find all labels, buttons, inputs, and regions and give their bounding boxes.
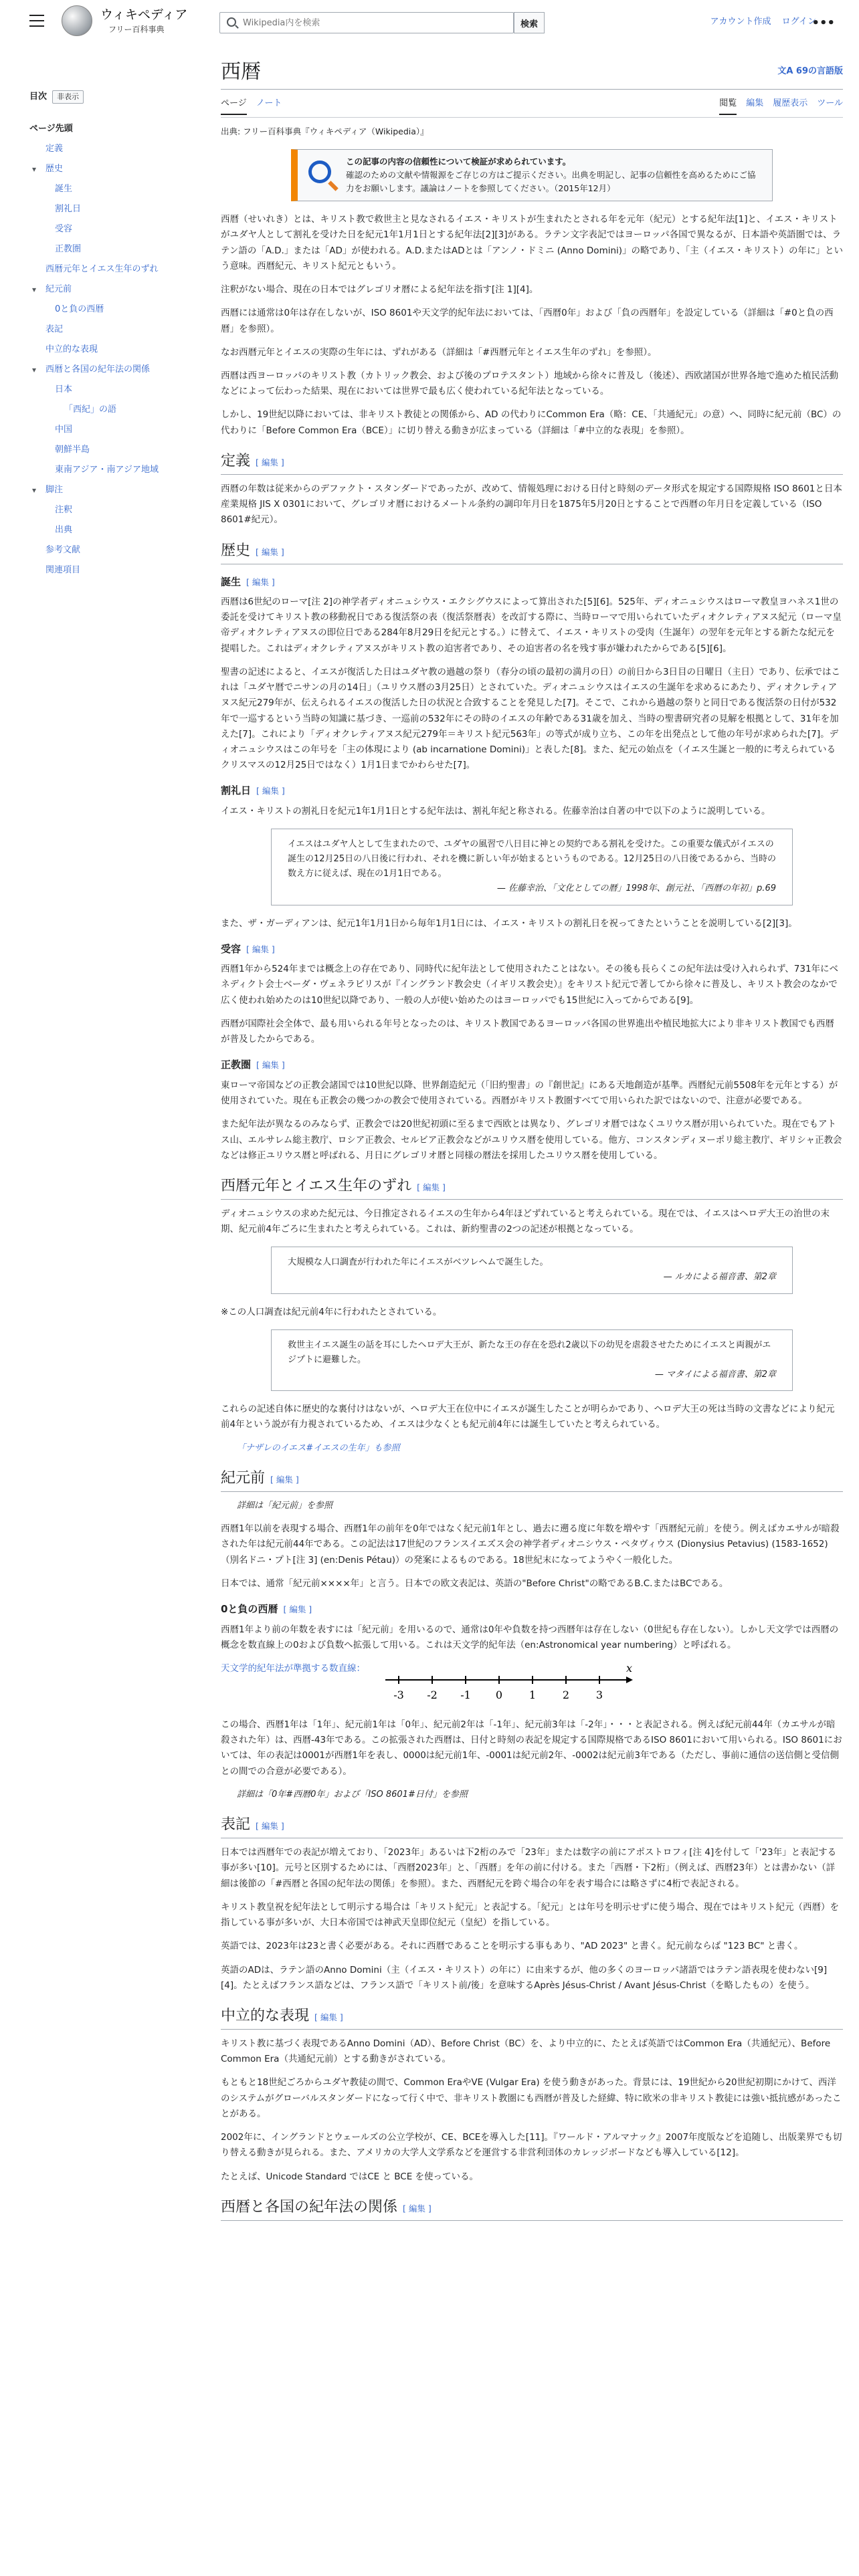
paragraph: たとえば、Unicode Standard ではCE と BCE を使っている。: [221, 2171, 479, 2182]
paragraph: もともと18世紀ごろからユダヤ教徒の間で、Common EraやVE (Vulgar Era) を使う動きがあった。背景には、19世紀から20世紀初期にかけて、西洋のシステムがグローバルスタンダードになって行く中で、非キリスト教圏にも西暦が普及した経緯、特に欧米の非キリスト教徒には強い抵抗感があったことがある。: [221, 2077, 842, 2119]
number-line-figure: [221, 1661, 843, 1708]
blockquote: [271, 829, 793, 905]
page-title: 西暦: [221, 59, 843, 90]
tick-label: 2: [562, 1689, 570, 1702]
search-button[interactable]: 検索: [514, 12, 545, 33]
toc-item[interactable]: 割礼日: [55, 204, 82, 215]
toc-item[interactable]: 日本: [55, 385, 73, 395]
paragraph: 西暦の年数は従来からのデファクト・スタンダードであったが、改めて、情報処理における日付と時刻のデータ形式を規定する国際規格 ISO 8601と日本産業規格 JIS X 0301において、グレゴリオ暦におけるメートル条約の調印年月日を1875年5月20日とすることで西暦の年月日を定義している（ISO 8601#紀元）。: [221, 483, 842, 526]
toc-item[interactable]: 表記: [45, 324, 64, 335]
tab-read[interactable]: 閲覧: [719, 98, 737, 115]
create-account-link[interactable]: アカウント作成: [710, 17, 771, 27]
number-line-diagram: [379, 1661, 633, 1708]
toc-item[interactable]: 受容: [55, 224, 73, 235]
tab-edit[interactable]: 編集: [746, 98, 764, 108]
blockquote: [271, 1329, 793, 1391]
search-input[interactable]: [243, 15, 444, 30]
paragraph: キリスト教に基づく表現であるAnno Domini（AD）、Before Christ（BC）を、より中立的に、たとえば英語ではCommon Era（共通紀元）、Before Common Era（共通紀元前）とする動きがされている。: [221, 2038, 831, 2065]
hatnote: 詳細は「0年#西暦0年」および「ISO 8601#日付」を参照: [237, 1789, 468, 1800]
paragraph: 西暦1年以前を表現する場合、西暦1年の前年を0年ではなく紀元前1年とし、過去に遡る度に年数を増やす「西暦紀元前」を使う。例えばカエサルが暗殺された年は紀元前44年である。この記法は17世紀のフランスイエズス会の神学者ディオニシウス・ペタヴィウス (Dionysius Petavius) (1583-1652)（別名ドニ・プト[注 3] (en:Denis Pétau)）の発案によるものである。18世紀末になってようやく一般化した。: [221, 1523, 840, 1566]
paragraph: しかし、19世紀以降においては、非キリスト教徒との関係から、AD の代わりにCommon Era（略：CE、「共通紀元」の意）へ、同時に紀元前（BC）の代わりに「Before Common Era（BCE）」に切り替える動きが広まっている（詳細は「#中立的な表現」を参照）。: [221, 409, 842, 436]
number-line-label: 天文学的紀年法が準拠する数直線：: [221, 1663, 365, 1675]
paragraph: 英語のADは、ラテン語のAnno Domini（主（イエス・キリスト）の年に）に由来するが、他の多くのヨーロッパ諸語ではラテン語表現を使わない[9][4]。たとえばフランス語などは、フランス語で「キリスト前/後」を意味するAprès Jésus-Christ / Avant Jésus-Christ（を略したもの）を使う。: [221, 1964, 828, 1991]
paragraph: 英語では、2023年は23と書く必要がある。それに西暦であることを明示する事もあり、"AD 2023" と書く。紀元前ならば "123 BC" と書く。: [221, 1941, 803, 1952]
toc-item[interactable]: ▾ 脚注: [29, 480, 197, 500]
toc-item[interactable]: 中立的な表現: [45, 344, 98, 355]
toc-item[interactable]: ページ先頭: [29, 124, 73, 134]
see-also-note[interactable]: 「ナザレのイエス#イエスの生年」も参照: [237, 1442, 400, 1453]
user-links: [702, 15, 816, 29]
paragraph: 西暦1年から524年までは概念上の存在であり、同時代に紀年法として使用されたことはない。その後も長らくこの紀年法は受け入れられず、731年にベネディクト会士ベーダ・ヴェネラビリスが『イングランド教会史（イギリス教会史）』をキリスト紀元で著してから徐々に普及し、キリスト教会のなかで広く使われ始めたのは10世紀以降であり、一般の人が使い始めたのはヨーロッパでも15世紀に入ってからである[9]。: [221, 964, 839, 1006]
source-line: 出典: フリー百科事典『ウィキペディア（Wikipedia）』: [221, 126, 429, 136]
edit-link[interactable]: [ 編集 ]: [256, 457, 284, 467]
edit-link[interactable]: [ 編集 ]: [246, 576, 275, 587]
paragraph: キリスト教皇祝を紀年法として明示する場合は「キリスト紀元」と表記する。「紀元」とは年号を明示せずに使う場合、現在ではキリスト紀元（西暦）を指している事が多いが、大日本帝国では神武天皇即位紀元（皇紀）を指している。: [221, 1901, 839, 1929]
article: [221, 59, 843, 2228]
paragraph: ※この人口調査は紀元前4年に行われたとされている。: [221, 1306, 442, 1317]
logo-title[interactable]: ウィキペディア: [100, 7, 188, 22]
notice-box: [291, 149, 773, 201]
edit-link[interactable]: [ 編集 ]: [283, 1604, 312, 1615]
tick-label: -3: [393, 1689, 404, 1702]
notice-title: この記事の内容の信頼性について検証が求められています。: [346, 156, 571, 167]
notice-body: 確認のための文献や情報源をご存じの方はご提示ください。出典を明記し、記事の信頼性を高めるためにご協力をお願いします。議論はノートを参照してください。（2015年12月）: [346, 170, 756, 194]
toc-item[interactable]: 中国: [55, 425, 73, 435]
quote-source: — マタイによる福音書、第2章: [654, 1369, 776, 1380]
more-options-icon[interactable]: •••: [812, 16, 835, 30]
heading-notation: 表記 [ 編集 ]: [221, 1814, 843, 1838]
edit-link[interactable]: [ 編集 ]: [256, 1821, 284, 1832]
tab-history[interactable]: 履歴表示: [773, 98, 808, 108]
quote-text: 救世主イエス誕生の話を耳にしたヘロデ大王が、新たな王の存在を恐れ2歳以下の幼児を虐殺させたためにイエスと両親がエジプトに避難した。: [288, 1339, 771, 1365]
svg-text:x: x: [626, 1662, 633, 1675]
toc-hide-button[interactable]: 非表示: [52, 90, 84, 104]
paragraph: 2002年に、イングランドとウェールズの公立学校が、CE、BCEを導入した[11]。『ワールド・アルマナック』2007年度版などを追随し、出版業界でも切り替える動きが見られる。また、アメリカの大学人文学系などを運営する非営利団体のカレッジボードなども導入している[12]。: [221, 2132, 842, 2159]
table-of-contents: [29, 90, 197, 580]
search-icon: [227, 17, 236, 27]
heading-definition: 定義 [ 編集 ]: [221, 451, 843, 475]
language-selector[interactable]: 文A 69の言語版: [777, 66, 843, 76]
quote-source: — 佐藤幸治、「文化としての暦」1998年、創元社、「西暦の年初」p.69: [496, 883, 776, 894]
edit-link[interactable]: [ 編集 ]: [417, 1182, 446, 1192]
edit-link[interactable]: [ 編集 ]: [256, 546, 284, 557]
edit-link[interactable]: [ 編集 ]: [246, 944, 275, 954]
heading-bc: 紀元前 [ 編集 ]: [221, 1468, 843, 1492]
heading-orthodox: 正教圏 [ 編集 ]: [221, 1059, 285, 1071]
toc-item[interactable]: 注釈: [55, 505, 73, 516]
quote-source: — ルカによる福音書、第2章: [663, 1272, 776, 1283]
heading-relations: 西暦と各国の紀年法の関係 [ 編集 ]: [221, 2197, 843, 2221]
paragraph: 聖書の記述によると、イエスが復活した日はユダヤ教の過越の祭り（春分の頃の最初の満月の日）の前日から3日目の日曜日（主日）であり、伝承ではこれは「ユダヤ暦でニサンの月の14日」（ユリウス暦の3月25日）とされていた。ディオニュシウスはイエスの生誕年を求めるにあたり、ディオクレティアヌス紀元279年が、伝えられるイエスの復活した日の状況と合致することを発見した[7]。そこで、これから過越の祭りと同日である復活祭の日付が532年で一巡するという当時の知識に基づき、一巡前の532年にその時のイエスの年齢である31歳を加え、当時の聖書研究者の見解を根拠として、31年を加えた[7]。これにより「ディオクレティアヌス紀元279年＝キリスト紀元563年」の等式が成り立ち、この年を出発点として他の年号が求められた[7]。ディオニュシウスはこの年号を「主の体現により (ab incarnatione Domini)」と表した[8]。また、紀元の始点を（イエス生誕と一般的に考えられているクリスマスの12月25日ではなく）1月1日までかわらせた[7]。: [221, 666, 841, 771]
magnifier-icon: [308, 160, 331, 183]
toc-item[interactable]: ▾ 西暦と各国の紀年法の関係: [29, 360, 197, 380]
toc-item[interactable]: 誕生: [55, 184, 73, 195]
tab-tools[interactable]: ツール: [817, 98, 843, 108]
heading-birth: 誕生 [ 編集 ]: [221, 575, 275, 588]
blockquote: [271, 1247, 793, 1293]
hatnote: 詳細は「紀元前」を参照: [237, 1500, 333, 1511]
paragraph: また、ザ・ガーディアンは、紀元1年1月1日から毎年1月1日には、イエス・キリストの割礼日を祝ってきたということを説明している[2][3]。: [221, 918, 797, 929]
toc-item[interactable]: 「西紀」の語: [64, 405, 117, 415]
edit-link[interactable]: [ 編集 ]: [314, 2012, 343, 2023]
paragraph: なお西暦元年とイエスの実際の生年には、ずれがある（詳細は「#西暦元年とイエス生年のずれ」を参照）。: [221, 346, 657, 358]
search-box: [219, 12, 514, 33]
paragraph: 西暦は西ヨーロッパのキリスト教（カトリック教会、および後のプロテスタント）地域から徐々に普及し（後述）、西欧諸国が世界各地で進めた植民活動などによって伝わった結果、現在においては世界で最も広く使われている紀年法となっている。: [221, 370, 839, 397]
tab-talk[interactable]: ノート: [256, 98, 282, 108]
toc-item[interactable]: 0と負の西暦: [55, 304, 104, 315]
edit-link[interactable]: [ 編集 ]: [403, 2203, 432, 2214]
paragraph: 西暦1年より前の年数を表すには「紀元前」を用いるので、通常は0年や負数を持つ西暦年は存在しない（0世紀も存在しない）。しかし天文学では西暦の概念を数直線上の0および負数へ拡張して用いる。これは天文学的紀年法（en:Astronomical year numbering）と呼ばれる。: [221, 1624, 839, 1650]
logo-subtitle: フリー百科事典: [108, 25, 165, 34]
page-tabs: [221, 90, 843, 118]
paragraph: 注釈がない場合、現在の日本ではグレゴリオ暦による紀年法を指す[注 1][4]。: [221, 284, 539, 296]
paragraph: 日本では西暦年での表記が増えており、「2023年」あるいは下2桁のみで「23年」または数字の前にアポストロフィ[注 4]を付して「'23年」と表記する事が多い[10]。元号と区別するためには、「西暦2023年」と、「西暦」を年の前に付ける。また「西暦・下2桁」（例えば、西暦23年）とは書かない（詳細は後節の「#西暦と各国の紀年法の関係」を参照）。また、西暦紀元を跨ぐ場合の年を表す場合には略さずに4桁で表記される。: [221, 1847, 837, 1889]
toc-item[interactable]: 参考文献: [45, 545, 81, 556]
paragraph: ディオニュシウスの求めた紀元は、今日推定されるイエスの生年から4年ほどずれていると考えられている。現在では、イエスはヘロデ大王の治世の末期、紀元前4年ごろに生まれたと考えられている。これは、新約聖書の2つの記述が根拠となっている。: [221, 1208, 830, 1235]
quote-text: 大規模な人口調査が行われた年にイエスがベツレヘムで誕生した。: [288, 1257, 549, 1268]
paragraph: 東ローマ帝国などの正教会諸国では10世紀以降、世界創造紀元（「旧約聖書」の『創世記』にある天地創造が基準。西暦紀元前5508年を元年とする）が使用されていた。現在も正教会の幾つかの教会で使用されている。西暦がキリスト教圏すべてで用いられた訳ではないので、注意が必要である。: [221, 1079, 838, 1107]
toc-item[interactable]: ▾ 歴史: [29, 159, 197, 179]
toc-title: 目次: [29, 92, 47, 102]
toc-item[interactable]: 朝鮮半島: [55, 445, 90, 455]
quote-text: イエスはユダヤ人として生まれたので、ユダヤの風習で八日目に神との契約である割礼を受けた。この重要な儀式がイエスの誕生の12月25日の八日後に行われ、それを機に新しい年が始まるというものである。12月25日の八日後であるから、当時の数え方に従えば、現在の1月1日である。: [288, 839, 776, 879]
toc-item[interactable]: 定義: [45, 144, 64, 154]
login-link[interactable]: ログイン: [781, 17, 816, 27]
paragraph: 西暦が国際社会全体で、最も用いられる年号となったのは、キリスト教国であるヨーロッパ各国の世界進出や植民地拡大により非キリスト教国でも西暦が普及したからである。: [221, 1018, 834, 1045]
edit-link[interactable]: [ 編集 ]: [256, 1060, 285, 1071]
paragraph: 西暦には通常は0年は存在しないが、ISO 8601や天文学的紀年法においては、「西暦0年」および「負の西暦年」を設定している（詳細は「#0と負の西暦」を参照）。: [221, 308, 834, 334]
heading-acceptance: 受容 [ 編集 ]: [221, 942, 275, 955]
toc-item[interactable]: 正教圏: [55, 244, 82, 255]
heading-birth-gap: 西暦元年とイエス生年のずれ [ 編集 ]: [221, 1176, 843, 1200]
paragraph: イエス・キリストの割礼日を紀元1年1月1日とする紀年法は、割礼年紀と称される。佐藤幸治は自著の中で以下のように説明している。: [221, 805, 771, 817]
heading-history: 歴史 [ 編集 ]: [221, 540, 843, 564]
paragraph: この場合、西暦1年は「1年」、紀元前1年は「0年」、紀元前2年は「-1年」、紀元前3年は「-2年」・・・と表記される。例えば紀元前44年（カエサルが暗殺された年）は、西暦-43年である。この拡張された西暦は、日付と時刻の表記を規定する国際規格であるISO 8601において用いられる。ISO 8601においては、年の表記は0001が西暦1年を表し、0000は紀元前1年、-0001は紀元前2年、-0002は紀元前3年である（ただし、事前に通信の送信側と受信側との間での合意が必要である）。: [221, 1719, 842, 1777]
wikipedia-globe-logo[interactable]: [62, 5, 92, 36]
menu-icon[interactable]: [29, 15, 44, 27]
tick-label: 0: [495, 1689, 503, 1702]
paragraph: これらの記述自体に歴史的な裏付けはないが、ヘロデ大王在位中にイエスが誕生したことが明らかであり、ヘロデ大王の死は当時の文書などにより紀元前4年という説が有力視されているため、イエスは少なくとも紀元前4年には誕生していたと考えられている。: [221, 1404, 835, 1430]
tick-label: -2: [427, 1689, 438, 1702]
toc-item[interactable]: ▾ 紀元前: [29, 280, 197, 300]
tab-page[interactable]: ページ: [221, 98, 247, 115]
toc-item[interactable]: 出典: [55, 525, 73, 536]
paragraph: また紀年法が異なるのみならず、正教会では20世紀初頭に至るまで西欧とは異なり、グレゴリオ暦ではなくユリウス暦が用いられていた。現在でもアトス山、エルサレム総主教庁、ロシア正教会、セルビア正教会などがユリウス暦を使用している。他方、コンスタンディヌーポリ総主教庁、ギリシャ正教会などは修正ユリウス暦と呼ばれる、月日にグレゴリオ暦と同様の暦法を採用したユリウス暦を使用している。: [221, 1119, 842, 1161]
heading-circumcision: 割礼日 [ 編集 ]: [221, 784, 285, 797]
heading-zero: 0と負の西暦 [ 編集 ]: [221, 1603, 312, 1616]
paragraph: 日本では、通常「紀元前××××年」と言う。日本での欧文表記は、英語の"Before Christ"の略であるB.C.またはBCである。: [221, 1578, 729, 1589]
header: [0, 0, 859, 47]
tick-label: -1: [460, 1689, 471, 1702]
paragraph: 西暦は6世紀のローマ[注 2]の神学者ディオニュシウス・エクシグウスによって算出された[5][6]。525年、ディオニュシウスはローマ教皇ヨハネス1世の委託を受けてキリスト教の移動祝日である復活祭の表（復活祭暦表）を改訂する際に、当時ローマで用いられていたディオクレティアヌス紀元（ローマ皇帝ディオクレティアヌスの即位日である284年8月29日を紀元とする。）に替えて、イエス・キリストの受肉（生誕年）の翌年を元年とする新たな紀元を提唱した。これはディオクレティアヌスがキリスト教の迫害者であり、その迫害者の名を残す事が嫌われたからである[5][6]。: [221, 597, 842, 654]
tick-label: 3: [595, 1689, 603, 1702]
paragraph: 西暦（せいれき）とは、キリスト教で救世主と見なされるイエス・キリストが生まれたとされる年を元年（紀元）とする紀年法[1]と、イエス・キリストがユダヤ人として割礼を受けた日を紀元1年1月1日とする紀年法[2][3]がある。ラテン文字表記ではヨーロッパ各国で異なるが、日本語や英語圏では、ラテン語の「A.D.」または「AD」が使われる。A.D.またはADとは「アンノ・ドミニ (Anno Domini)」の略であり、「主（イエス・キリスト）の年に」という意味。西暦紀元、キリスト紀元ともいう。: [221, 214, 843, 272]
edit-link[interactable]: [ 編集 ]: [256, 786, 285, 796]
heading-neutral: 中立的な表現 [ 編集 ]: [221, 2006, 843, 2030]
edit-link[interactable]: [ 編集 ]: [270, 1474, 299, 1485]
toc-item[interactable]: 関連項目: [45, 565, 81, 576]
toc-item[interactable]: 東南アジア・南アジア地域: [55, 465, 159, 475]
tick-label: 1: [529, 1689, 537, 1702]
toc-item[interactable]: 西暦元年とイエス生年のずれ: [45, 264, 159, 275]
